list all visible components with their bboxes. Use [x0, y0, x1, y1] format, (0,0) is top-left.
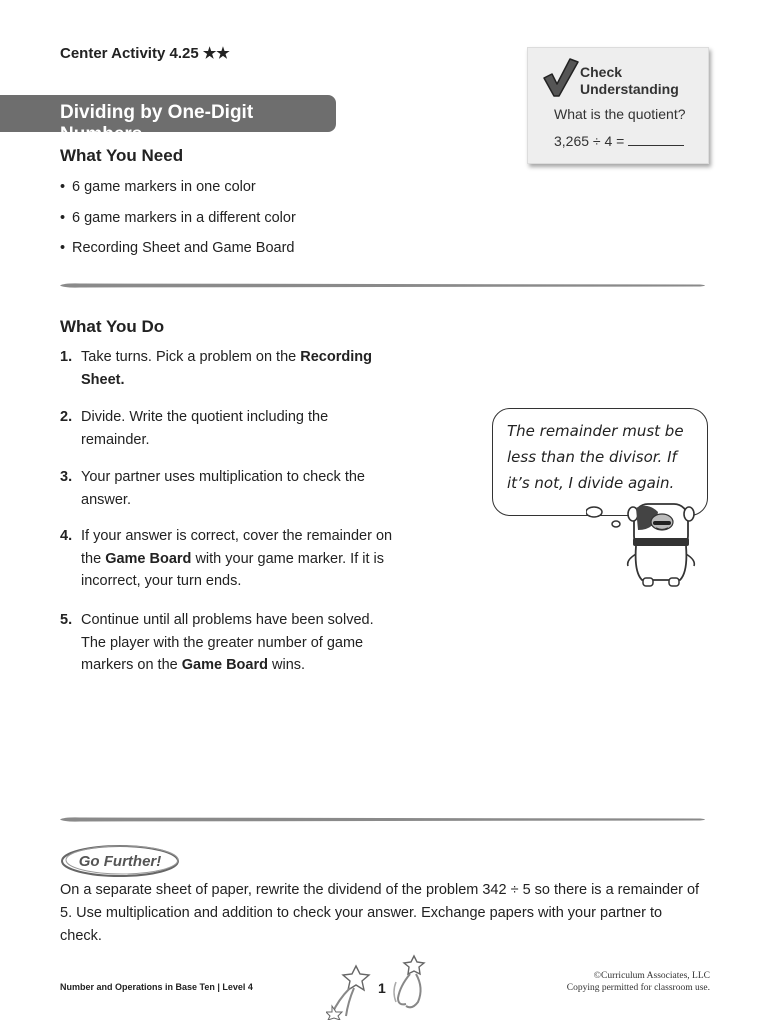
copyright	[567, 970, 710, 994]
list-item: 4. If your answer is correct, cover the remainder on the Game Board with your game marker. If it is incorrect, your turn ends.	[60, 528, 393, 589]
go-further-text: On a separate sheet of paper, rewrite the dividend of the problem 342 ÷ 5 so there is a remainder of 5. Use multiplication and addition to check your answer. Exchange papers with your partner to check.	[60, 882, 700, 944]
list-item: 1. Take turns. Pick a problem on the Recording Sheet.	[60, 349, 372, 388]
answer-blank	[628, 133, 684, 146]
list-item: • Recording Sheet and Game Board	[60, 240, 295, 256]
materials-list	[60, 176, 296, 268]
copyright-line1: ©Curriculum Associates, LLC	[593, 971, 710, 981]
list-item: • 6 game markers in a different color	[60, 209, 296, 226]
page-title: Dividing by One-Digit Numbers	[60, 102, 254, 145]
go-further-label: Go Further!	[78, 853, 162, 870]
divider	[60, 283, 710, 288]
divider	[60, 817, 710, 822]
list-item: 2. Divide. Write the quotient including the remainder.	[60, 409, 329, 448]
page-number: 1	[378, 980, 386, 996]
go-further-badge	[60, 843, 182, 879]
footer-strand: Number and Operations in Base Ten | Level 4	[60, 982, 253, 992]
check-equation-text: 3,265 ÷ 4 =	[554, 133, 625, 149]
list-item: 5. Continue until all problems have been solved. The player with the greater number of game markers on the Game Board wins.	[60, 612, 374, 673]
check-title-line2: Understanding	[580, 81, 679, 97]
thought-bubble-text: The remainder must be less than the divisor. If it’s not, I divide again.	[507, 422, 684, 492]
mascot-illustration	[586, 500, 706, 590]
what-you-do-heading: What You Do	[60, 317, 165, 336]
check-title	[580, 64, 679, 98]
title-banner	[0, 95, 336, 145]
copyright-line2: Copying permitted for classroom use.	[566, 983, 710, 993]
activity-title: Center Activity 4.25 ★★	[60, 45, 230, 62]
check-title-line1: Check	[580, 64, 623, 80]
list-item: • 6 game markers in one color	[60, 179, 256, 195]
steps-list	[60, 346, 400, 677]
check-understanding-box	[527, 47, 709, 164]
check-question: What is the quotient?	[554, 106, 686, 122]
what-you-need-heading: What You Need	[60, 146, 184, 165]
checkmark-icon	[542, 56, 580, 98]
list-item: 3. Your partner uses multiplication to check the answer.	[60, 469, 365, 508]
check-equation	[554, 133, 684, 149]
